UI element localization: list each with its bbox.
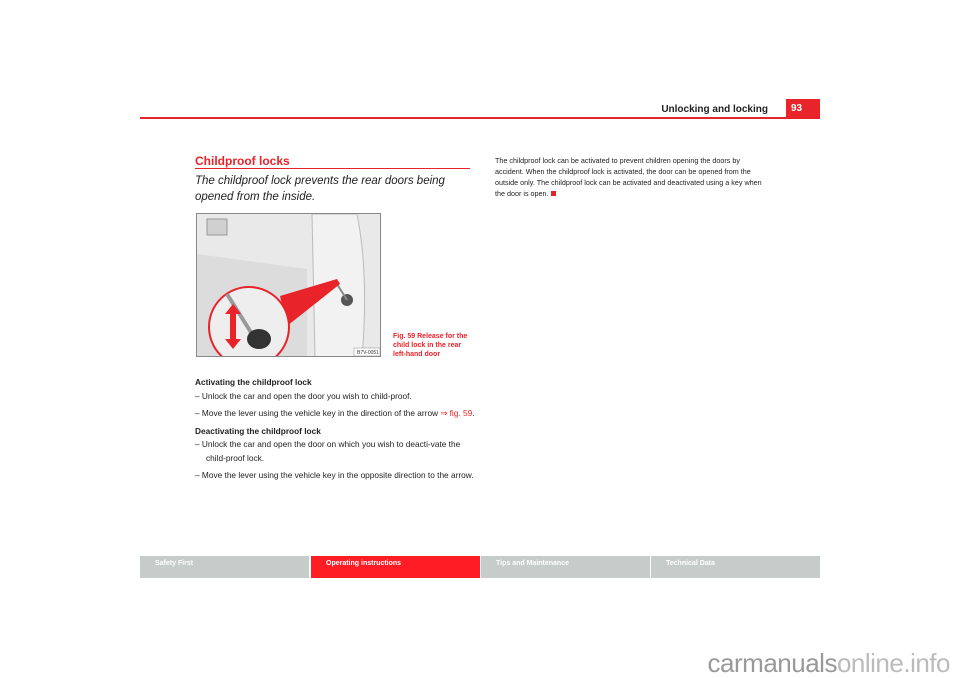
activating-heading: Activating the childproof lock — [195, 377, 312, 387]
tab-safety-first[interactable]: Safety First — [140, 556, 309, 578]
figure-link[interactable]: ⇒ fig. 59 — [440, 408, 473, 418]
tab-technical-data[interactable]: Technical Data — [651, 556, 820, 578]
step-text: Unlock the car and open the door you wish to child-proof. — [201, 390, 412, 401]
step: – Unlock the car and open the door on which you wish to deacti-vate the child-proof lock. — [195, 439, 461, 463]
door-illustration — [197, 214, 381, 357]
step: – Unlock the car and open the door you wish to child-proof. — [195, 390, 412, 401]
step: – Move the lever using the vehicle key in the opposite direction to the arrow. — [195, 470, 474, 480]
instructions — [195, 376, 475, 487]
section-rule — [195, 168, 470, 169]
step: – Move the lever using the vehicle key in the direction of the arrow ⇒ fig. 59. — [195, 408, 475, 418]
step-text: Unlock the car and open the door on which you wish to deacti-vate the child-proof lock. — [201, 439, 461, 463]
figure-code: B7V-0051 — [357, 350, 379, 356]
section-title: Childproof locks — [195, 154, 290, 168]
tab-operating-instructions[interactable]: Operating instructions — [311, 556, 480, 578]
step-text: Move the lever using the vehicle key in the direction of the arrow — [201, 408, 439, 418]
step-text: Move the lever using the vehicle key in the opposite direction to the arrow. — [201, 470, 474, 480]
watermark-suffix: online.info — [836, 648, 950, 678]
deactivating-heading: Deactivating the childproof lock — [195, 425, 321, 436]
right-column-text — [495, 155, 770, 199]
watermark — [708, 648, 950, 678]
figure-child-lock — [196, 213, 381, 357]
paragraph: The childproof lock can be activated to prevent children opening the doors by accident. When the childproof lock is activated, the door can be opened from the outside only. The childproof lock can be activated and deactivated using a key when the door is open. — [495, 156, 762, 198]
page-number: 93 — [786, 99, 820, 118]
figure-caption: Fig. 59 Release for the child lock in the rear left-hand door — [393, 333, 468, 358]
section-subtitle: The childproof lock prevents the rear doors being opened from the inside. — [195, 175, 445, 203]
watermark-main: carmanuals — [707, 648, 837, 678]
end-marker-icon — [551, 191, 556, 196]
header-rule — [140, 117, 820, 119]
tab-tips-maintenance[interactable]: Tips and Maintenance — [481, 556, 650, 578]
chapter-title: Unlocking and locking — [661, 104, 768, 115]
